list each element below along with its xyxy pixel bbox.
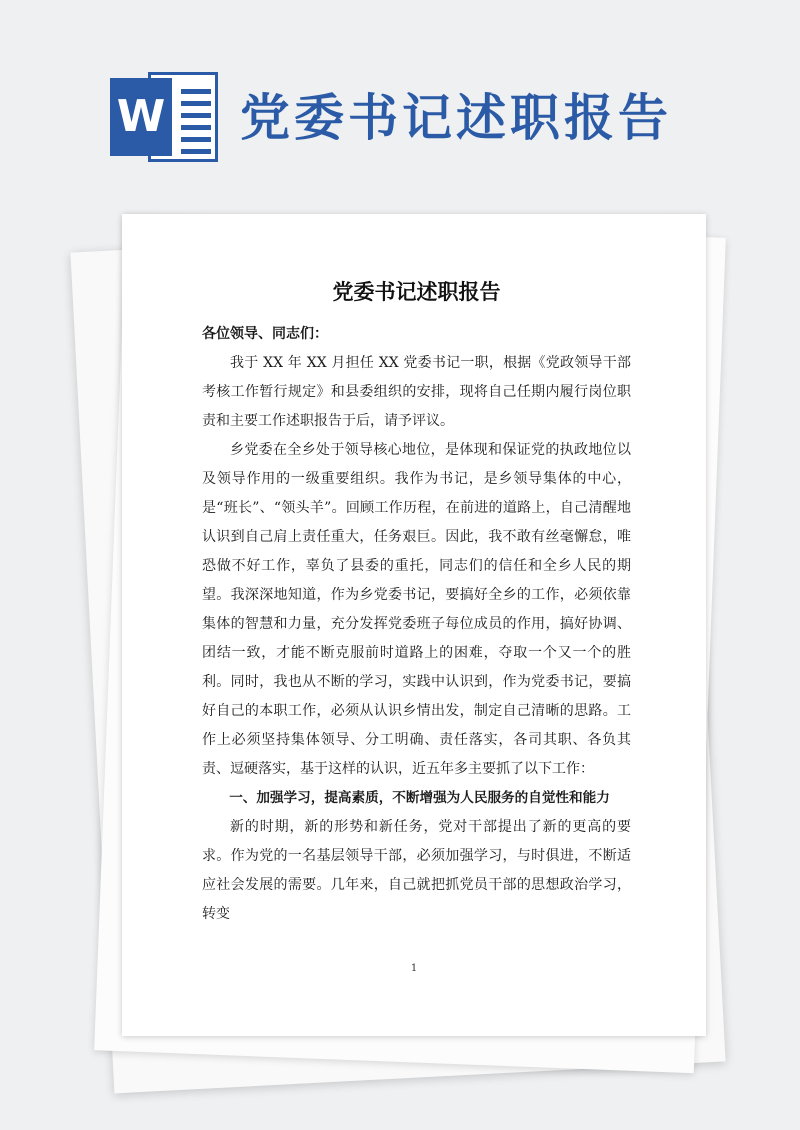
word-letter-badge: W <box>110 78 172 156</box>
document-page <box>122 214 706 1036</box>
body-paragraph: 乡党委在全乡处于领导核心地位，是体现和保证党的执政地位以及领导作用的一级重要组织。我作为书记，是乡领导集体的中心，是“班长”、“领头羊”。回顾工作历程，在前进的道路上，自己清醒地认识到自己肩上责任重大，任务艰巨。因此，我不敢有丝毫懈怠，唯恐做不好工作，辜负了县委的重托，同志们的信任和全乡人民的期望。我深深地知道，作为乡党委书记，要搞好全乡的工作，必须依靠集体的智慧和力量，充分发挥党委班子每位成员的作用，搞好协调、团结一致，才能不断克服前时道路上的困难，夺取一个又一个的胜利。同时，我也从不断的学习，实践中认识到，作为党委书记，要搞好自己的本职工作，必须从认识乡情出发，制定自己清晰的思路。工作上必须坚持集体领导、分工明确、责任落实，各司其职、各负其责、逗硬落实，基于这样的认识，近五年多主要抓了以下工作： <box>202 442 631 777</box>
body-paragraph: 我于 XX 年 XX 月担任 XX 党委书记一职，根据《党政领导干部考核工作暂行规定》和县委组织的安排，现将自己任期内履行岗位职责和主要工作述职报告于后，请予评议。 <box>202 355 631 429</box>
section-heading: 一、加强学习，提高素质，不断增强为人民服务的自觉性和能力 <box>229 790 610 806</box>
header-banner <box>0 0 800 200</box>
banner-title: 党委书记述职报告 <box>240 89 672 147</box>
body-paragraph: 新的时期，新的形势和新任务，党对干部提出了新的更高的要求。作为党的一名基层领导干部，必须加强学习，与时俱进，不断适应社会发展的需要。几年来，自己就把抓党员干部的思想政治学习，转变 <box>202 819 631 922</box>
page-number: 1 <box>410 963 418 974</box>
word-document-icon <box>110 72 218 162</box>
salutation: 各位领导、同志们： <box>202 326 328 342</box>
document-title: 党委书记述职报告 <box>332 280 501 304</box>
